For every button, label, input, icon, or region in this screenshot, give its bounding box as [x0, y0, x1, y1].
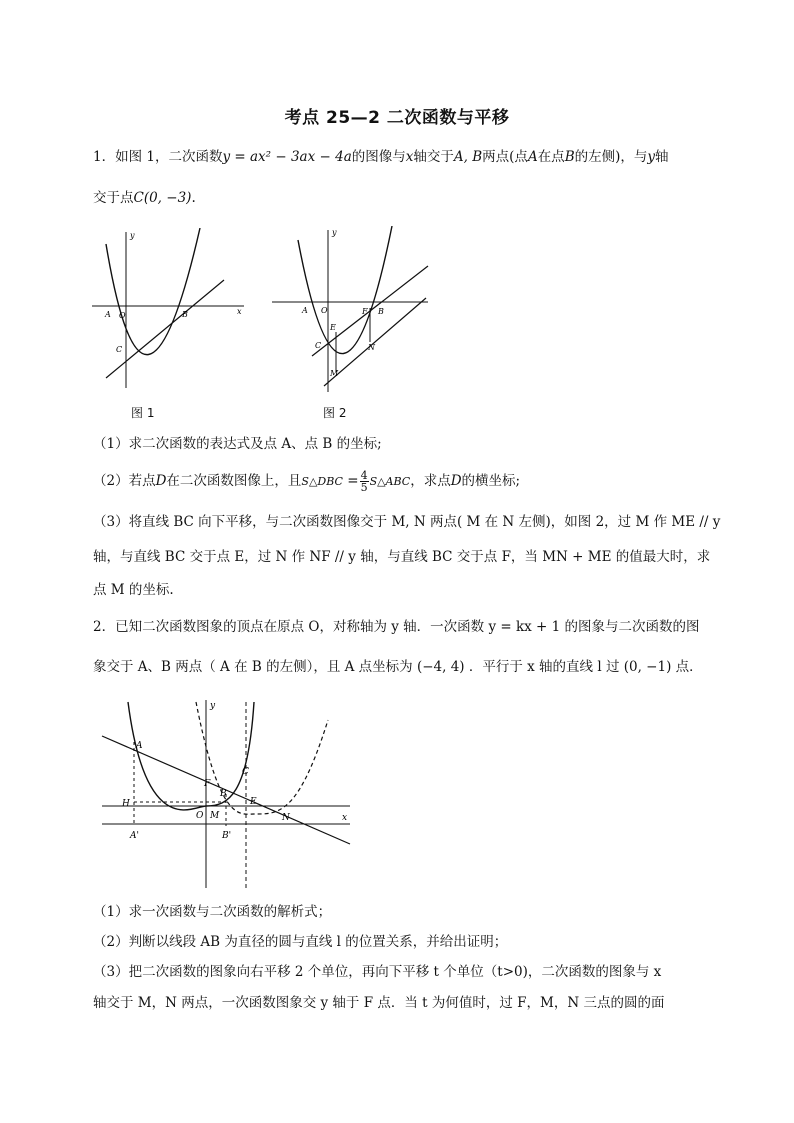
q1-part-3-line-2: 轴，与直线 BC 交于点 E，过 N 作 NF // y 轴，与直线 BC 交于点 F，当 MN + ME 的值最大时，求 [93, 549, 711, 565]
fig3-label-o: O [196, 811, 204, 821]
fig3-label-c: C [242, 767, 249, 777]
q2-part-3-line-2: 轴交于 M，N 两点，一次函数图象交 y 轴于 F 点．当 t 为何值时，过 F，M，N 三点的圆的面 [93, 995, 665, 1011]
fig3-label-x: x [342, 813, 348, 823]
fig3-label-m: M [210, 811, 220, 821]
fig3-label-h: H [122, 799, 130, 809]
q2-line-1: 2．已知二次函数图象的顶点在原点 O，对称轴为 y 轴．一次函数 y = kx + 1 的图象与二次函数的图 [93, 619, 700, 635]
q1-part-1: （1）求二次函数的表达式及点 A、点 B 的坐标; [93, 436, 382, 452]
fig3-label-y: y [210, 701, 216, 711]
q1-part-3-line-1: （3）将直线 BC 向下平移，与二次函数图像交于 M, N 两点( M 在 N 左侧)，如图 2，过 M 作 ME // y [93, 514, 721, 530]
page-title: 考点 25—2 二次函数与平移 [284, 108, 510, 128]
fig2-label-c: C [315, 341, 322, 350]
q2-part-2: （2）判断以线段 AB 为直径的圆与直线 l 的位置关系，并给出证明； [93, 934, 508, 950]
fig1-label-c: C [116, 345, 123, 354]
fig3-shifted-parabola [196, 702, 328, 814]
q1-text: 轴 [655, 149, 669, 165]
q1-var: B [564, 149, 575, 165]
fig1-label-y: y [130, 231, 135, 240]
q1-text: （2）若点 [93, 473, 156, 489]
q1-part-3-line-3: 点 M 的坐标. [93, 582, 174, 598]
fig3-label-n: N [282, 813, 290, 823]
q1-area-dbc: S△DBC [301, 475, 343, 488]
q1-text: 1．如图 1，二次函数 [93, 149, 223, 165]
q1-text: 的横坐标; [461, 473, 521, 489]
figure-2 [268, 226, 438, 392]
q1-point-c: C(0, −3) [133, 190, 192, 206]
figure-3 [98, 696, 364, 888]
fig1-caption: 图 1 [131, 406, 155, 420]
fig3-label-b-prime: B' [222, 831, 232, 841]
fig2-line-mn [324, 298, 426, 386]
fig1-line-bc [106, 280, 224, 378]
fig1-label-x: x [237, 307, 242, 316]
q1-text: 两点(点 [482, 149, 528, 165]
fig3-label-e: E [250, 797, 257, 807]
fig2-label-y: y [332, 228, 337, 237]
q1-text: 的左侧)，与 [574, 149, 648, 165]
fig2-label-o: O [321, 306, 328, 315]
fig2-parabola [298, 226, 392, 354]
fig3-label-b: B [220, 789, 227, 799]
q1-text: = [347, 473, 359, 489]
q2-part-1: （1）求一次函数与二次函数的解析式； [93, 904, 332, 920]
q1-var: x [405, 149, 414, 165]
q1-text: 在二次函数图像上，且 [166, 473, 302, 489]
q1-var: y [647, 149, 656, 165]
q1-area-abc: S△ABC [369, 475, 411, 488]
q1-text: 在点 [537, 149, 565, 165]
fig1-label-b: B [182, 310, 188, 319]
fig1-parabola [106, 228, 200, 355]
q1-line-2 [93, 188, 713, 208]
fig2-label-a: A [302, 306, 308, 315]
q1-var: A, B [453, 149, 483, 165]
fig2-label-n: N [368, 343, 375, 352]
fig2-caption: 图 2 [323, 406, 347, 420]
fraction-denominator: 5 [360, 481, 368, 494]
q1-part-2 [93, 470, 713, 493]
q1-var: A [527, 149, 538, 165]
q1-line-1 [93, 147, 713, 167]
q1-var: D [155, 473, 167, 489]
q2-line-2: 象交于 A、B 两点（ A 在 B 的左侧），且 A 点坐标为 (−4, 4) ．平行于 x 轴的直线 l 过 (0, −1) 点． [93, 659, 703, 675]
fig2-label-f: F [362, 307, 368, 316]
fig3-label-a: A [136, 741, 143, 751]
q1-text: . [191, 190, 196, 206]
fig1-label-a: A [105, 310, 111, 319]
q1-equation: y = ax² − 3ax − 4a [222, 149, 352, 165]
fig2-label-b: B [378, 307, 384, 316]
q2-part-3-line-1: （3）把二次函数的图象向右平移 2 个单位，再向下平移 t 个单位（t>0)，二次函数的图象与 x [93, 964, 662, 980]
q1-text: ，求点 [410, 473, 451, 489]
fig1-label-o: O [119, 311, 126, 320]
q1-text: 交于点 [93, 190, 134, 206]
fraction-numerator: 4 [360, 469, 368, 482]
figure-1 [88, 228, 248, 388]
q1-var: D [450, 473, 462, 489]
q1-text: 轴交于 [413, 149, 454, 165]
fig2-label-e: E [330, 323, 336, 332]
q1-text: 的图像与 [351, 149, 406, 165]
fig2-label-m: M [330, 369, 339, 378]
fig3-label-a-prime: A' [130, 831, 139, 841]
q1-fraction [360, 470, 369, 493]
fig3-label-f: F [204, 779, 211, 789]
